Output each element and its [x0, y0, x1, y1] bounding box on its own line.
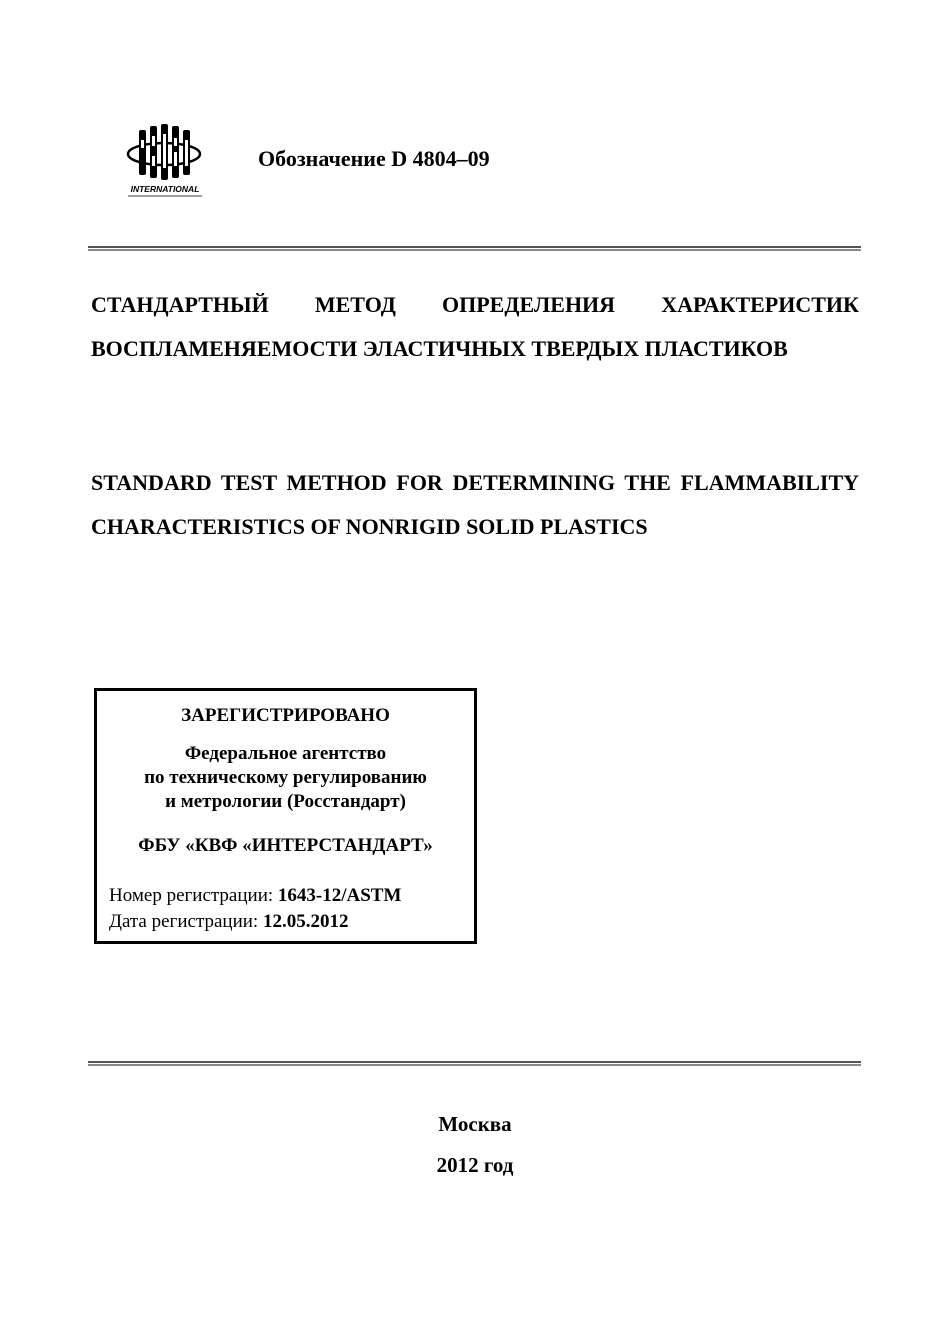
- registration-number-value: 1643-12/ASTM: [277, 885, 402, 906]
- document-designation: Обозначение D 4804–09: [258, 146, 490, 171]
- title-english: STANDARD TEST METHOD FOR DETERMINING THE FLAMMABILITY CHARACTERISTICS OF NONRIGID SOLID PLASTICS: [91, 470, 859, 539]
- agency-line: Федеральное агентство: [184, 743, 387, 764]
- registration-date-value: 12.05.2012: [262, 911, 349, 932]
- registration-date-row: [109, 909, 401, 935]
- registration-agency: [97, 742, 474, 814]
- astm-logo-icon: [122, 120, 208, 200]
- bottom-divider: [88, 1061, 861, 1066]
- registration-date-label: Дата регистрации:: [109, 911, 259, 932]
- agency-line: по техническому регулированию: [144, 767, 427, 788]
- registration-heading: ЗАРЕГИСТРИРОВАНО: [181, 705, 390, 726]
- title-russian: СТАНДАРТНЫЙ МЕТОД ОПРЕДЕЛЕНИЯ ХАРАКТЕРИСТИК ВОСПЛАМЕНЯЕМОСТИ ЭЛАСТИЧНЫХ ТВЕРДЫХ ПЛАСТИКОВ: [91, 292, 859, 361]
- svg-text:INTERNATIONAL: INTERNATIONAL: [130, 184, 200, 194]
- agency-line: и метрологии (Росстандарт): [165, 791, 406, 812]
- astm-logo: [122, 120, 208, 200]
- registration-stamp: [94, 688, 477, 944]
- publication-city: Москва: [438, 1112, 512, 1136]
- registration-details: [109, 883, 401, 935]
- top-divider: [88, 246, 861, 251]
- registration-organization: ФБУ «КВФ «ИНТЕРСТАНДАРТ»: [138, 835, 433, 856]
- registration-number-label: Номер регистрации:: [109, 885, 274, 906]
- registration-number-row: [109, 883, 401, 909]
- publication-year: 2012 год: [436, 1153, 514, 1177]
